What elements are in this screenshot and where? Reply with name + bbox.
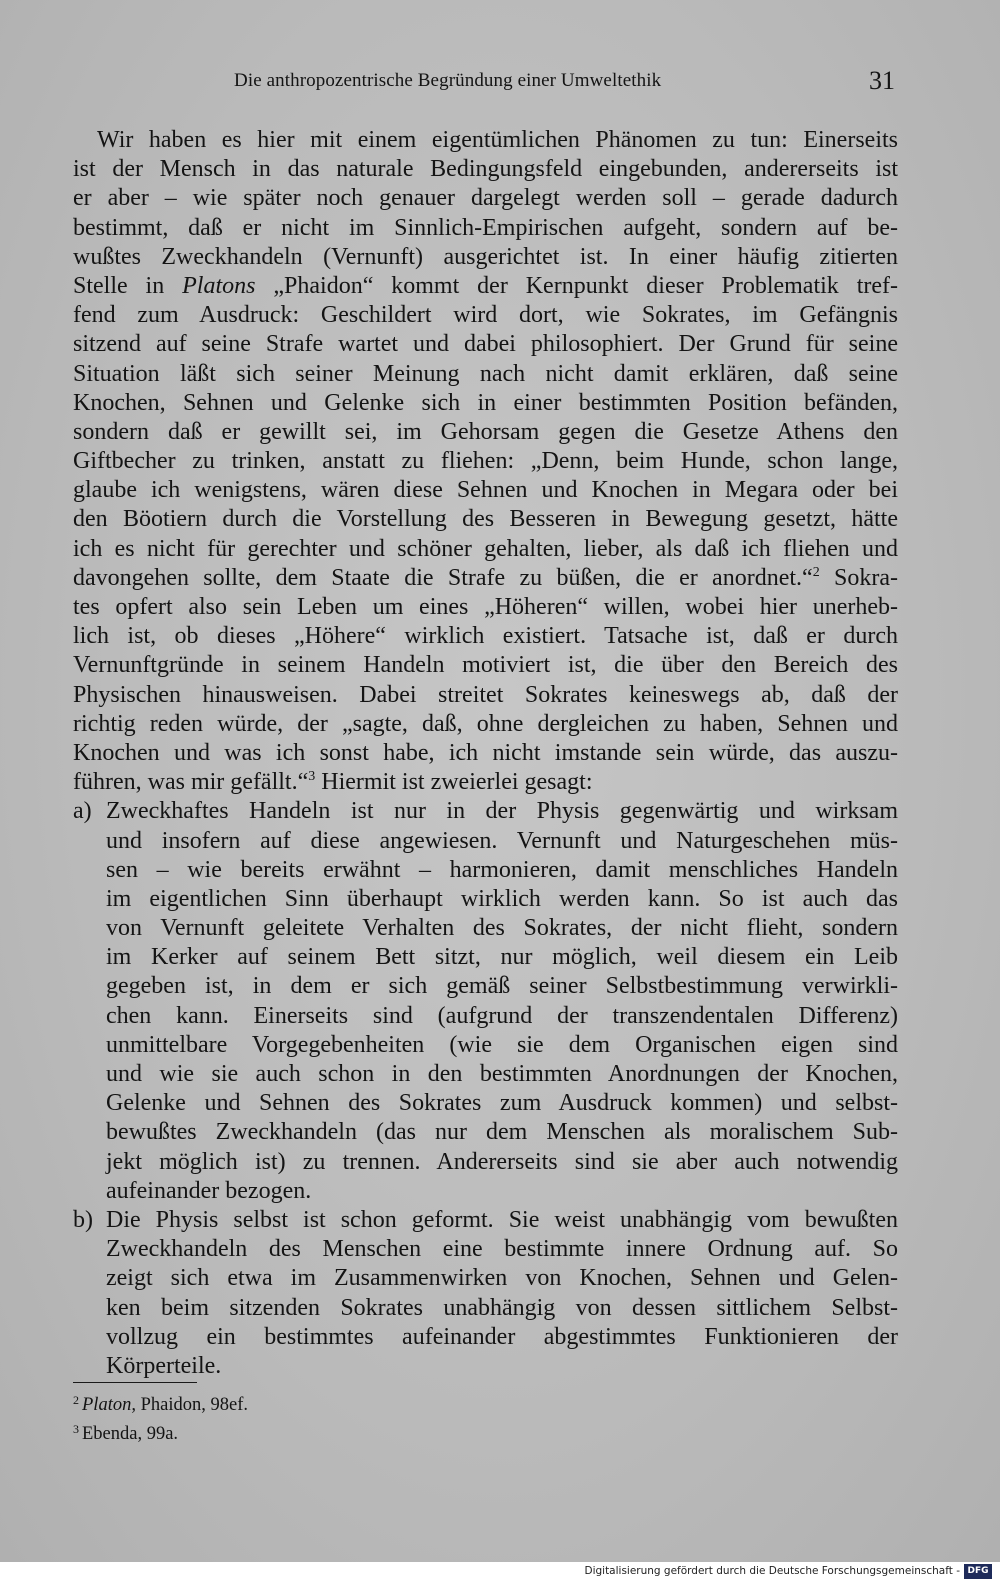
text-line: Physischen hinausweisen. Dabei streitet Sokrates keineswegs ab, daß der [73,681,898,708]
text-line: wußtes Zweckhandeln (Vernunft) ausgerichtet ist. In einer häufig zitierten [73,243,898,270]
text-line: Gelenke und Sehnen des Sokrates zum Ausdruck kommen) und selbst- [106,1090,898,1117]
text-line: Giftbecher zu trinken, anstatt zu fliehen: „Denn, beim Hunde, schon lange, [73,448,898,475]
main-paragraph [73,126,898,797]
text-line: Situation läßt sich seiner Meinung nach nicht damit erklären, daß seine [73,360,898,387]
text-line: tes opfert also sein Leben um eines „Höheren“ willen, wobei hier unerheb- [73,594,898,620]
text-line: sen – wie bereits erwähnt – harmonieren, damit menschliches Handeln [106,856,898,883]
text-line: Knochen und was ich sonst habe, ich nicht imstande sein würde, das auszu- [73,739,898,766]
credit-text: Digitalisierung gefördert durch die Deutsche Forschungsgemeinschaft - [584,1565,960,1577]
footnote-reference: 3 [308,769,316,785]
text-line: im Kerker auf seinem Bett sitzt, nur möglich, weil diesem ein Leib [106,944,898,971]
footnotes [73,1388,248,1446]
text-line: bewußtes Zweckhandeln (das nur dem Menschen als moralischem Sub- [106,1119,898,1146]
text-line: vollzug ein bestimmtes aufeinander abgestimmtes Funktionieren der [106,1323,898,1350]
footnote-text: Phaidon, 98ef. [140,1395,248,1415]
text-line: er aber – wie später noch genauer dargelegt werden soll – gerade dadurch [73,185,898,212]
body-text [73,126,898,1381]
text-line: glaube ich wenigstens, wären diese Sehnen und Knochen in Megara oder bei [73,477,898,504]
text-line: sitzend auf seine Strafe wartet und dabei philosophiert. Der Grund für seine [73,331,898,358]
list-marker: a) [73,798,92,825]
text-line: führen, was mir gefällt.“$^3$ Hiermit ist zweierlei gesagt: [73,769,593,796]
footnote-reference: 2 [812,564,820,580]
text-line: aufeinander bezogen. [106,1177,312,1204]
text-line: bestimmt, daß er nicht im Sinnlich-Empirischen aufgeht, sondern auf be- [73,214,898,241]
text-line: ken beim sitzenden Sokrates unabhängig von dessen sittlichem Selbst- [106,1294,898,1321]
text-line: davongehen sollte, dem Staate die Strafe zu büßen, die er anordnet.“$^2$ Sokra- [73,564,898,591]
text-line: und insofern auf diese angewiesen. Vernunft und Naturgeschehen müs- [106,827,898,854]
text-line: Vernunftgründe in seinem Handeln motiviert ist, die über den Bereich des [73,652,898,679]
text-line: zeigt sich etwa im Zusammenwirken von Knochen, Sehnen und Gelen- [106,1265,898,1292]
footnote-number: 3 [73,1422,79,1436]
footnote-separator [73,1382,197,1383]
text-line: Die Physis selbst ist schon geformt. Sie weist unabhängig vom bewußten [106,1206,898,1233]
text-line: den Böotiern durch die Vorstellung des Besseren in Bewegung gesetzt, hätte [73,506,898,533]
list-item-b [73,1206,898,1381]
footnote-author: Platon, [82,1395,136,1415]
text-line: Körperteile. [106,1352,222,1379]
text-line: gegeben ist, in dem er sich gemäß seiner Selbstbestimmung verwirkli- [106,973,898,1000]
footnote-3 [73,1417,248,1446]
footnote-text: Ebenda, 99a. [82,1424,179,1444]
page-number: 31 [869,66,895,95]
text-line: richtig reden würde, der „sagte, daß, ohne dergleichen zu haben, Sehnen und [73,710,898,737]
text-line: von Vernunft geleitete Verhalten des Sokrates, der nicht flieht, sondern [106,915,898,942]
text-line: Zweckhandeln des Menschen eine bestimmte innere Ordnung auf. So [106,1236,898,1263]
list-marker: b) [73,1206,93,1233]
digitization-credit-bar [0,1562,1000,1582]
footnote-number: 2 [73,1393,79,1407]
text-line: Wir haben es hier mit einem eigentümlichen Phänomen zu tun: Einerseits [97,127,898,153]
text-line: lich ist, ob dieses „Höhere“ wirklich existiert. Tatsache ist, daß er durch [73,623,898,650]
author-name: Platons [182,272,256,299]
text-line: Knochen, Sehnen und Gelenke sich in einer bestimmten Position befänden, [73,389,898,416]
text-line: im eigentlichen Sinn überhaupt wirklich werden kann. So ist auch das [106,885,898,912]
text-line: sondern daß er gewillt sei, im Gehorsam gegen die Gesetze Athens den [73,418,898,445]
text-line: fend zum Ausdruck: Geschildert wird dort, wie Sokrates, im Gefängnis [73,302,898,329]
text-line: chen kann. Einerseits sind (aufgrund der transzendentalen Differenz) [106,1002,898,1029]
text-line: Zweckhaftes Handeln ist nur in der Physis gegenwärtig und wirksam [106,798,898,825]
text-line: und wie sie auch schon in den bestimmten Anordnungen der Knochen, [106,1061,898,1087]
footnote-2 [73,1388,248,1417]
text-line: unmittelbare Vorgegebenheiten (wie sie dem Organischen eigen sind [106,1031,898,1058]
dfg-logo: DFG [964,1564,992,1579]
text-line: ist der Mensch in das naturale Bedingungsfeld eingebunden, andererseits ist [73,156,898,183]
running-title: Die anthropozentrische Begründung einer Umweltethik [234,70,662,91]
text-line: ich es nicht für gerechter und schöner gehalten, lieber, als daß ich fliehen und [73,535,898,562]
text-line: jekt möglich ist) zu trennen. Andererseits sind sie aber auch notwendig [106,1148,898,1175]
text-line: Stelle in Platons „Phaidon“ kommt der Kernpunkt dieser Problematik tref- [73,272,898,299]
page-header [0,66,1000,104]
list-item-a [73,797,898,1206]
